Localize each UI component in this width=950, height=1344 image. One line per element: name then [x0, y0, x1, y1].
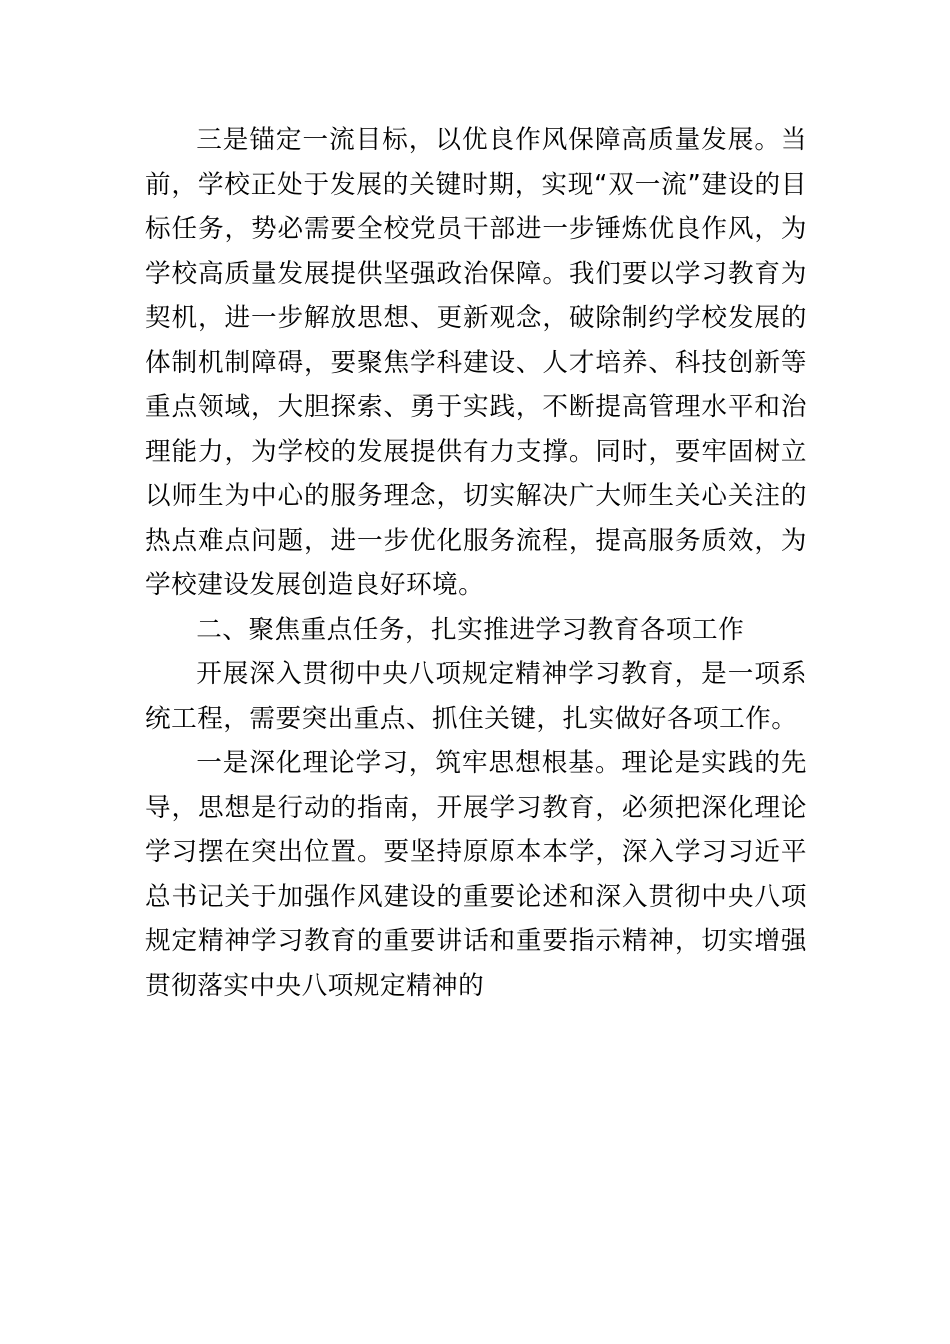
- document-page: [145, 118, 807, 1008]
- section-heading-key-tasks: 二、聚焦重点任务，扎实推进学习教育各项工作: [196, 614, 745, 645]
- paragraph-theory-study: 一是深化理论学习，筑牢思想根基。理论是实践的先导，思想是行动的指南，开展学习教育，必须把深化理论学习摆在突出位置。要坚持原原本本学，深入学习习近平总书记关于加强作风建设的重要论述和深入贯彻中央八项规定精神学习教育的重要讲话和重要指示精神，切实增强贯彻落实中央八项规定精神的: [145, 748, 807, 1001]
- paragraph-systematic-project: 开展深入贯彻中央八项规定精神学习教育，是一项系统工程，需要突出重点、抓住关键，扎实做好各项工作。: [145, 659, 807, 734]
- paragraph-goal-first-class: 三是锚定一流目标，以优良作风保障高质量发展。当前，学校正处于发展的关键时期，实现“双一流”建设的目标任务，势必需要全校党员干部进一步锤炼优良作风，为学校高质量发展提供坚强政治保障。我们要以学习教育为契机，进一步解放思想、更新观念，破除制约学校发展的体制机制障碍，要聚焦学科建设、人才培养、科技创新等重点领域，大胆探索、勇于实践，不断提高管理水平和治理能力，为学校的发展提供有力支撑。同时，要牢固树立以师生为中心的服务理念，切实解决广大师生关心关注的热点难点问题，进一步优化服务流程，提高服务质效，为学校建设发展创造良好环境。: [145, 125, 807, 600]
